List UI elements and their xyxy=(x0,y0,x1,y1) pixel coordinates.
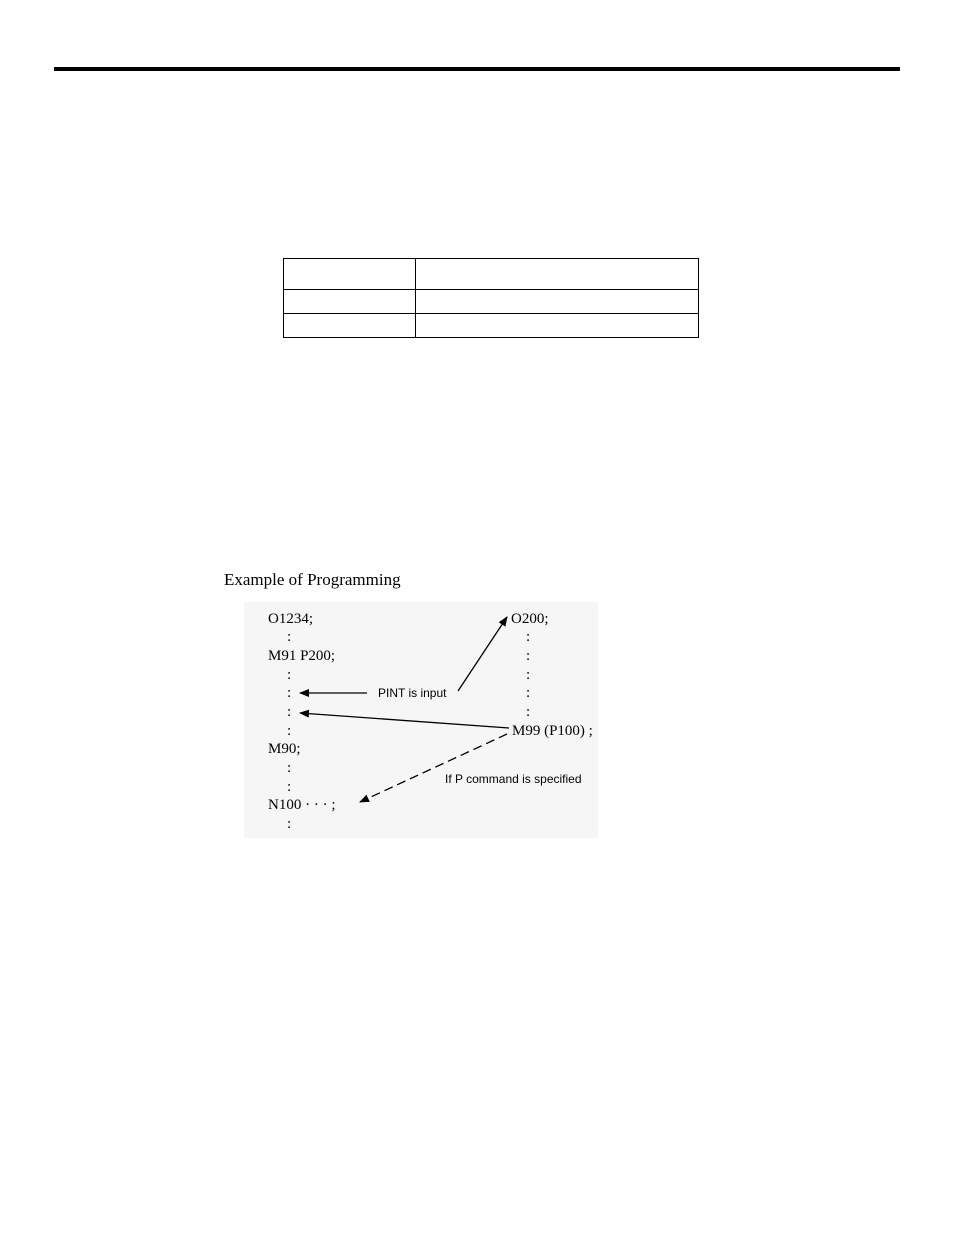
continuation-colon: : xyxy=(287,779,292,795)
table-cell xyxy=(416,290,699,314)
pint-input-note: PINT is input xyxy=(378,686,447,700)
figure-title: Example of Programming xyxy=(224,570,401,589)
table-cell xyxy=(416,314,699,338)
continuation-colon: : xyxy=(287,629,292,645)
table-cell xyxy=(284,314,416,338)
continuation-colon: : xyxy=(526,629,531,645)
continuation-colon: : xyxy=(287,704,292,720)
return-arrow xyxy=(300,713,509,728)
table-row xyxy=(284,259,699,290)
flow-arrows xyxy=(224,570,604,840)
continuation-colon: : xyxy=(287,723,292,739)
continuation-colon: : xyxy=(287,760,292,776)
header-rule xyxy=(54,67,900,71)
programming-example-figure xyxy=(224,570,604,840)
continuation-colon: : xyxy=(287,685,292,701)
p-command-note: If P command is specified xyxy=(445,772,582,786)
table-cell xyxy=(284,259,416,290)
call-arrow xyxy=(458,617,507,691)
m91-command: M91 P200; xyxy=(268,648,336,664)
empty-table xyxy=(283,258,699,338)
main-program-number: O1234; xyxy=(268,611,313,627)
table-cell xyxy=(416,259,699,290)
continuation-colon: : xyxy=(287,816,292,832)
p-command-arrow xyxy=(360,734,507,802)
continuation-colon: : xyxy=(526,667,531,683)
sub-program-number: O200; xyxy=(511,611,549,627)
m99-command: M99 (P100) ; xyxy=(512,723,593,739)
table-row xyxy=(284,290,699,314)
table-row xyxy=(284,314,699,338)
table-cell xyxy=(284,290,416,314)
continuation-colon: : xyxy=(526,704,531,720)
continuation-colon: : xyxy=(526,685,531,701)
m90-command: M90; xyxy=(268,741,301,757)
continuation-colon: : xyxy=(526,648,531,664)
n100-block: N100 · · · ; xyxy=(268,797,336,813)
continuation-colon: : xyxy=(287,667,292,683)
